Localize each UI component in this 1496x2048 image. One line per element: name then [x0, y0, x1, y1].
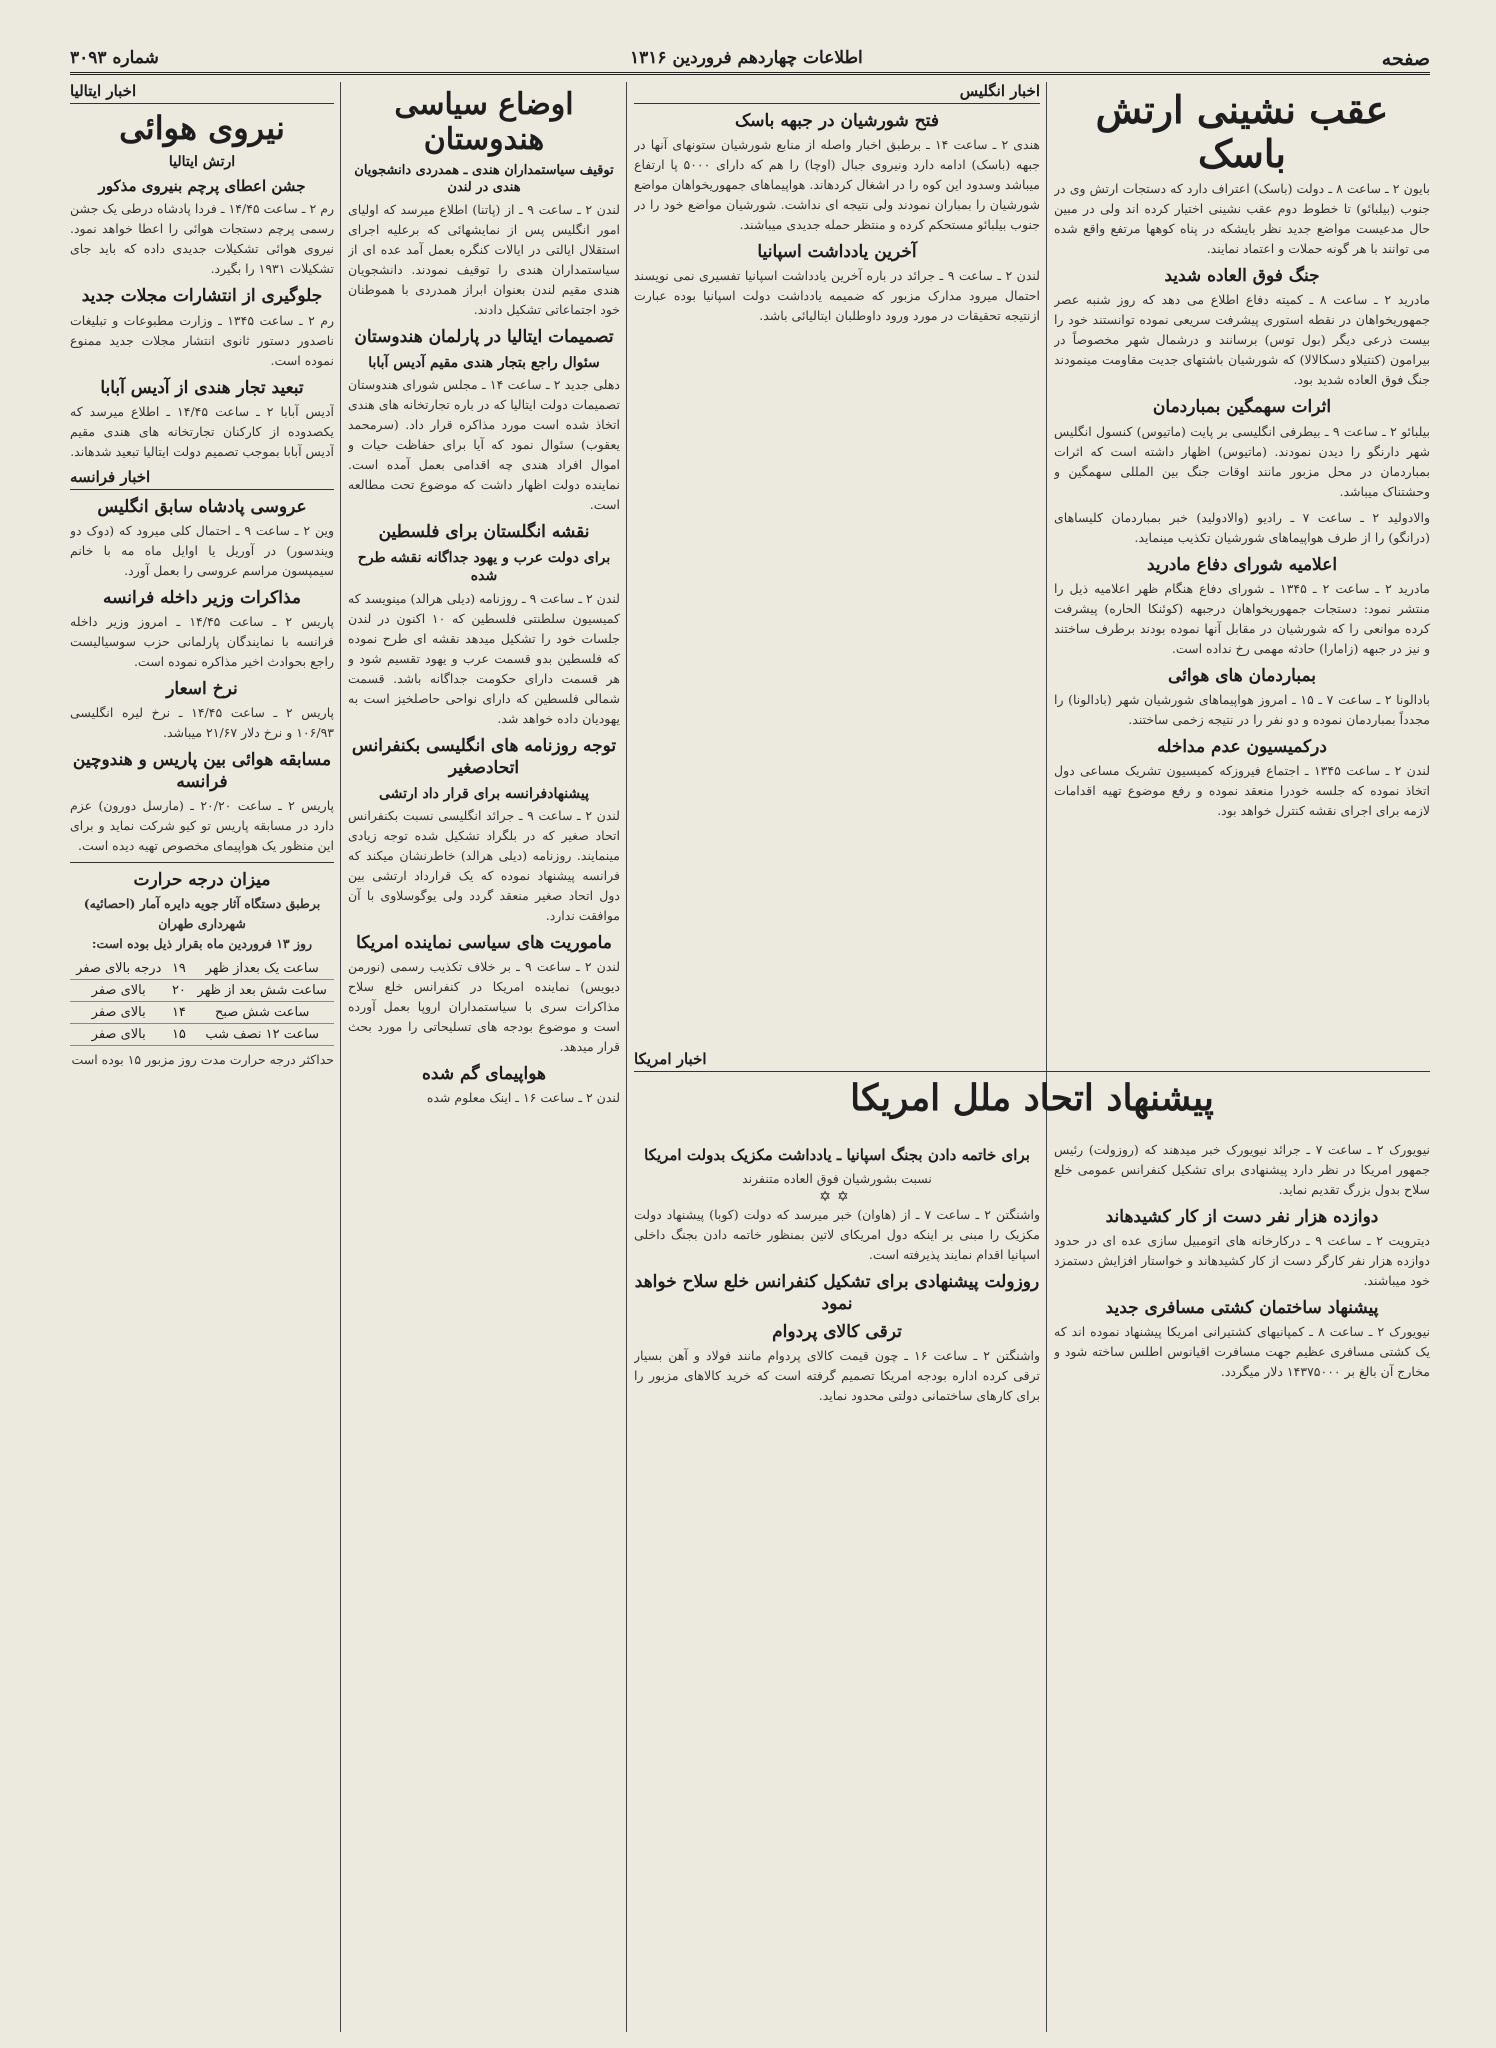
subhead: جلوگیری از انتشارات مجلات جدید: [81, 286, 323, 307]
article-body: والادولید ۲ ـ ساعت ۷ ـ رادیو (والادولید) خبر بمباردمان کلیساهای (درانگو) را از طرف هواپیماهای شورشیان تکذیب مینماید.: [1054, 509, 1430, 545]
article-body: نیویورک ۲ ـ ساعت ۸ ـ کمپانیهای کشتیرانی امریکا پیشنهاد نموده اند که یک کشتی مسافری عظیم جهت مسافرت اقیانوس اطلس ساخته شود و مخارج آن بالغ بر ۱۴۳۷۵۰۰۰ دلار میگردد.: [1054, 1324, 1430, 1380]
subhead: ماموریت های سیاسی نماینده امریکا: [356, 932, 612, 953]
temperature-time: ساعت شش بعد از ظهر: [190, 980, 334, 1002]
weather-date: روز ۱۳ فروردین ماه بقرار ذیل بوده است:: [91, 936, 313, 952]
article-body: مادرید ۲ ـ ساعت ۲ ـ ۱۳۴۵ ـ شورای دفاع هنگام ظهر اعلامیه ذیل را منتشر نمود: دستجات جمهوریخواهان درجبهه (کوئنکا الحاره) پیشرفت کرده موانعی را که شورشیان در مقابل آنها نموده بودند برطرف ساختند و نیز در جبهه (زامارا) حادثه مهمی رخ نداده است.: [1054, 580, 1430, 656]
subhead: جشن اعطای پرچم بنیروی مذکور: [98, 176, 306, 195]
subhead: هواپیمای گم شده: [422, 1064, 546, 1084]
temperature-footer: حداکثر درجه حرارت مدت روز مزبور ۱۵ بوده است: [71, 1052, 334, 1068]
temperature-time: ساعت شش صبح: [190, 1002, 334, 1024]
subhead: سئوال راجع بتجار هندی مقیم آدیس آبابا: [368, 354, 600, 371]
subhead: درکمیسیون عدم مداخله: [1157, 736, 1327, 757]
subhead: پیشنهاد ساختمان کشتی مسافری جدید: [1105, 1298, 1379, 1319]
subhead: اعلامیه شورای دفاع مادرید: [1146, 554, 1338, 575]
article-body: پاریس ۲ ـ ساعت ۱۴/۴۵ ـ امروز وزیر داخله فرانسه با نمایندگان پارلمانی حزب سوسیالیست راجع بحوادث اخیر مذاکره نموده است.: [70, 613, 334, 669]
stars-ornament: ✡✡: [819, 1188, 855, 1205]
page-label: صفحه: [1381, 48, 1430, 70]
article-body: واشنگتن ۲ ـ ساعت ۷ ـ از (هاوان) خبر میرسد که دولت (کوبا) پیشنهاد دولت مکزیک را مبنی بر اینکه دول امریکای لاتین بمنظور خاتمه دادن بجنگ داخلی اسپانیا اقدام نمایند پذیرفته است.: [634, 1206, 1040, 1262]
article-body: رم ۲ ـ ساعت ۱۴/۴۵ ـ فردا پادشاه درطی یک جشن رسمی پرچم دستجات هوائی را اعطا خواهد نمود. نیروی هوائی تشکیلات جدیدی داده که باید جای تشکیلات ۱۹۳۱ را بگیرد.: [70, 201, 334, 277]
column-rule: [340, 82, 341, 2032]
article-body: لندن ۲ ـ ساعت ۱۶ ـ اینک معلوم شده: [426, 1090, 620, 1106]
article-body: لندن ۲ ـ ساعت ۹ ـ روزنامه (دیلی هرالد) مینویسد که کمیسیون سلطنتی فلسطین که ۱۰ اکنون در لندن جلسات خود را تشکیل میدهد نقشه ای طرح نموده که فلسطین بدو قسمت عرب و یهود تقسیم شود و هر قسمت دارای حکومت جداگانه باشد. قسمت شمالی فلسطین که دارای نواحی حاصلخیز است به یهودیان داده خواهد شد.: [348, 590, 620, 726]
article-body: لندن ۲ ـ ساعت ۹ ـ بر خلاف تکذیب رسمی (نورمن دیویس) نماینده امریکا در کنفرانس خلع سلاح مذاکرات سری با سیاستمداران اروپا بعمل آورده است و موضوع بودجه های تسلیحاتی را مورد بحث قرار میدهد.: [348, 959, 620, 1054]
kicker: توقیف سیاستمداران هندی ـ همدردی دانشجویان هندی در لندن: [354, 163, 614, 195]
america-header: [634, 1050, 1430, 1140]
temperature-value: ۲۰: [167, 980, 190, 1002]
article-body: آدیس آبابا ۲ ـ ساعت ۱۴/۴۵ ـ اطلاع میرسد که یکصدوده از کارکنان تجارتخانه های هندی مقیم آدیس آبابا بموجب تصمیم دولت ایتالیا تبعید شدهاند.: [70, 403, 334, 459]
article-body: پاریس ۲ ـ ساعت ۱۴/۴۵ ـ نرخ لیره انگلیسی ۱۰۶/۹۳ و نرخ دلار ۲۱/۶۷ میباشد.: [70, 704, 334, 740]
america-kicker: برای خاتمه دادن بجنگ اسپانیا ـ یادداشت مکزیک بدولت امریکا: [644, 1146, 1030, 1164]
subhead: تبعید تجار هندی از آدیس آبابا: [100, 377, 304, 398]
subhead: آخرین یادداشت اسپانیا: [757, 242, 917, 263]
temperature-unit: بالای صفر: [70, 1002, 167, 1024]
subhead: مذاکرات وزیر داخله فرانسه: [102, 587, 302, 608]
column-1: [1054, 82, 1430, 1132]
subhead: روزولت پیشنهادی برای تشکیل کنفرانس خلع سلاح خواهد نمود: [634, 1271, 1040, 1314]
subhead: برای دولت عرب و یهود جداگانه نقشه طرح شده: [357, 550, 611, 585]
section-america: اخبار امریکا: [634, 1050, 1430, 1072]
temperature-value: ۱۹: [167, 958, 190, 980]
subhead: جنگ فوق العاده شدید: [1164, 266, 1320, 287]
section-italy: اخبار ایتالیا: [70, 82, 334, 104]
temperature-unit: بالای صفر: [70, 980, 167, 1002]
headline-india: اوضاع سیاسی هندوستان: [394, 87, 574, 157]
article-body: مادرید ۲ ـ ساعت ۸ ـ کمیته دفاع اطلاع می دهد که روز شنبه عصر جمهوریخواهان در نقطه استوری پیشرفت سریعی نموده توانستند خود را بیست ذرعی دیگر (بول توس) برسانند و درشمال شهر مخصوصاً در بیرامون (کنتیلاو دسکالالا) که شورشیان باشتهای جدیت مقاومت مینمودند جنگ فوق العاده شدید بود.: [1054, 292, 1430, 388]
article-body: دهلی جدید ۲ ـ ساعت ۱۴ ـ مجلس شورای هندوستان تصمیمات دولت ایتالیا که در باره تجارتخانه های هندی اتخاذ شده است مورد مذاکره قرار داد. (سرمحمد یعقوب) سئوال نمود که آیا برای حفاظت حیات و اموال افراد هندی چه اقدامی بعمل آمده است. نماینده دولت اظهار داشت که موضوع تحت مطالعه است.: [348, 377, 620, 513]
headline-air-force: نیروی هوائی: [119, 109, 285, 147]
headline-basque-retreat: عقب نشینی ارتش باسک: [1095, 87, 1389, 176]
temperature-value: ۱۴: [167, 1002, 190, 1024]
america-column-right: [1054, 1140, 1430, 2030]
article-body: پاریس ۲ ـ ساعت ۲۰/۲۰ ـ (مارسل دورون) عزم دارد در مسابقه پاریس تو کیو شرکت نماید و برای این منظور یک هواپیمای مخصوص تهیه دیده است.: [70, 798, 334, 854]
subhead: فتح شورشیان در جبهه باسک: [735, 111, 939, 131]
subhead: تصمیمات ایتالیا در پارلمان هندوستان: [354, 326, 614, 347]
weather-title: میزان درجه حرارت: [133, 870, 271, 891]
article-body: بیلبائو ۲ ـ ساعت ۹ ـ بیطرفی انگلیسی بر پایت (ماتیوس) کنسول انگلیس شهر دارنگو را دیدن نمودند. (ماتیوس) اظهار داشته است که اثرات بمباردمان در محل مزبور مانند اوقات جنگ بین المللی سهمگین و وحشتناک میباشد.: [1054, 423, 1430, 499]
article-body: بادالونا ۲ ـ ساعت ۷ ـ ۱۵ ـ امروز هواپیماهای شورشیان شهر (بادالونا) را مجدداً بمباردمان نموده و دو نفر را در نتیجه زخمی ساختند.: [1054, 691, 1430, 727]
article-body: لندن ۲ ـ ساعت ۹ ـ جرائد انگلیسی نسبت بکنفرانس اتحاد صغیر که در بلگراد تشکیل شده توجه زیادی مینمایند. روزنامه (دیلی هرالد) خاطرنشان میکند که فرانسه پیشنهاد نموده که یک قرارداد ارتشی بین دول اتحاد صغیر منعقد گردد ولی یوگوسلاوی با آن موافقت ندارد.: [348, 807, 620, 923]
section-england: اخبار انگلیس: [634, 82, 1040, 104]
subhead: نقشه انگلستان برای فلسطین: [378, 522, 590, 543]
temperature-unit: درجه بالای صفر: [70, 958, 167, 980]
subhead: دوازده هزار نفر دست از کار کشیدهاند: [1105, 1207, 1379, 1227]
temperature-row: [70, 1024, 334, 1046]
temperature-value: ۱۵: [167, 1024, 190, 1046]
article-body: نیویورک ۲ ـ ساعت ۷ ـ جرائد نیویورک خبر میدهند که (روزولت) رئیس جمهور امریکا در نظر دارد پیشنهادی برای تشکیل کنفرانس عمومی خلع سلاح بدول بزرگ تقدیم نماید.: [1054, 1142, 1430, 1197]
temperature-unit: بالای صفر: [70, 1024, 167, 1046]
column-2: [634, 82, 1040, 982]
america-column-left: [634, 1140, 1040, 2030]
issue-number: شماره ۳۰۹۳: [70, 48, 159, 68]
temperature-row: [70, 958, 334, 980]
masthead: [70, 44, 1430, 75]
article-body: لندن ۲ ـ ساعت ۹ ـ جرائد در باره آخرین یادداشت اسپانیا تفسیری نمی نویسند احتمال میرود مدارک مزبور که ضمیمه یادداشت دولت اسپانیا بوده عبارت ازنتیجه تحقیقات در مورد ورود داوطلبان ایتالیائی باشد.: [634, 268, 1040, 324]
article-body: هندی ۲ ـ ساعت ۱۴ ـ برطبق اخبار واصله از منابع شورشیان ستونهای آنها در جبهه (باسک) ادامه دارد ونیروی جبال (اوچا) را هم که دارای ۵۰۰۰ پا ارتفاع میباشد وسدود این کوه را در اشغال کردهاند. هواپیماهای جمهوریخواهان مواضع شورشیان را بمباران نمودند ولی نتیجه ای نداشت. شورشیان مواضع خود را در جنوب بیلبائو مستحکم کرده و منتظر حمله جدیدی میباشند.: [634, 137, 1040, 233]
article-intro: بایون ۲ ـ ساعت ۸ ـ دولت (باسک) اعتراف دارد که دستجات ارتش وی در جنوب (بیلبائو) تا خطوط دوم عقب نشینی اختیار کرده اند ولی در مبین حال مدعیست مواضع جدید نظر بایشکه در پناه کوهها مرتفع واقع شده می توانند با هر گونه حملات و اعتماد نمایند.: [1054, 181, 1430, 257]
subhead: بمباردمان های هوائی: [1167, 665, 1317, 686]
article-body: وین ۲ ـ ساعت ۹ ـ احتمال کلی میرود که (دوک دو ویندسور) در آوریل یا اوایل ماه مه با خانم سیمپسون مراسم عروسی را بعمل آورد.: [70, 522, 334, 578]
article-body: رم ۲ ـ ساعت ۱۳۴۵ ـ وزارت مطبوعات و تبلیغات ناصدور دستور ثانوی انتشار مجلات جدید ممنوع نموده است.: [70, 312, 334, 368]
article-body: لندن ۲ ـ ساعت ۱۳۴۵ ـ اجتماع فیروزکه کمیسیون تشریک مساعی دول اتخاذ نموده که جلسه خودرا منعقد نموده و رفع موضوع تهیه اقدامات لازمه برای اجرای نقشه کنترل خواهد بود.: [1054, 762, 1430, 818]
divider: [70, 862, 334, 863]
temperature-time: ساعت یک بعداز ظهر: [190, 958, 334, 980]
subhead: ترقی کالای پردوام: [772, 1321, 902, 1342]
subhead: نرخ اسعار: [166, 678, 238, 699]
subhead: توجه روزنامه های انگلیسی بکنفرانس اتحادصغیر: [351, 735, 617, 778]
column-3: [348, 82, 620, 2032]
temperature-table: [70, 958, 334, 1046]
america-kicker2: نسبت بشورشیان فوق العاده متنفرند: [742, 1170, 932, 1186]
headline-america: پیشنهاد اتحاد ملل امریکا: [850, 1077, 1214, 1119]
subhead: اثرات سهمگین بمباردمان: [1152, 397, 1332, 418]
weather-subtitle: برطبق دستگاه آثار جویه دایره آمار (احصائیه) شهرداری طهران: [83, 896, 321, 932]
subhead: مسابقه هوائی بین پاریس و هندوچین فرانسه: [72, 749, 332, 793]
subhead: عروسی پادشاه سابق انگلیس: [97, 496, 307, 517]
subhead: پیشنهادفرانسه برای قرار داد ارتشی: [378, 785, 590, 802]
column-rule: [626, 82, 627, 2032]
temperature-row: [70, 1002, 334, 1024]
temperature-time: ساعت ۱۲ نصف شب: [190, 1024, 334, 1046]
temperature-row: [70, 980, 334, 1002]
article-body: لندن ۲ ـ ساعت ۹ ـ از (پاتنا) اطلاع میرسد که اولیای امور انگلیس پس از نمایشهائی که برعلیه اجرای استقلال ایالتی در ایالات کنگره بعمل آمد عده ای از سیاستمداران هندی را توقیف نمودند. دانشجویان هندی مقیم لندن بعنوان ابراز همدردی با هموطنان خود اجتماعاتی تشکیل دادند.: [348, 201, 620, 317]
column-4: [70, 82, 334, 2032]
section-france: اخبار فرانسه: [70, 468, 334, 490]
paper-date: اطلاعات چهاردهم فروردین ۱۳۱۶: [630, 48, 863, 68]
article-body: دیترویت ۲ ـ ساعت ۹ ـ درکارخانه های اتومبیل سازی عده ای در حدود دوازده هزار نفر کارگر دست از کار کشیدهاند و خواستار افزایش دستمزد خود میباشند.: [1054, 1233, 1430, 1289]
kicker: ارتش ایتالیا: [168, 153, 236, 170]
article-body: واشنگتن ۲ ـ ساعت ۱۶ ـ چون قیمت کالای پردوام مانند فولاد و آهن بسیار ترقی کرده اداره بودجه امریکا تصمیم گرفته است که خرید کالاهای مزبور را برای کارهای ساختمانی دولتی محدود نماید.: [634, 1347, 1040, 1403]
